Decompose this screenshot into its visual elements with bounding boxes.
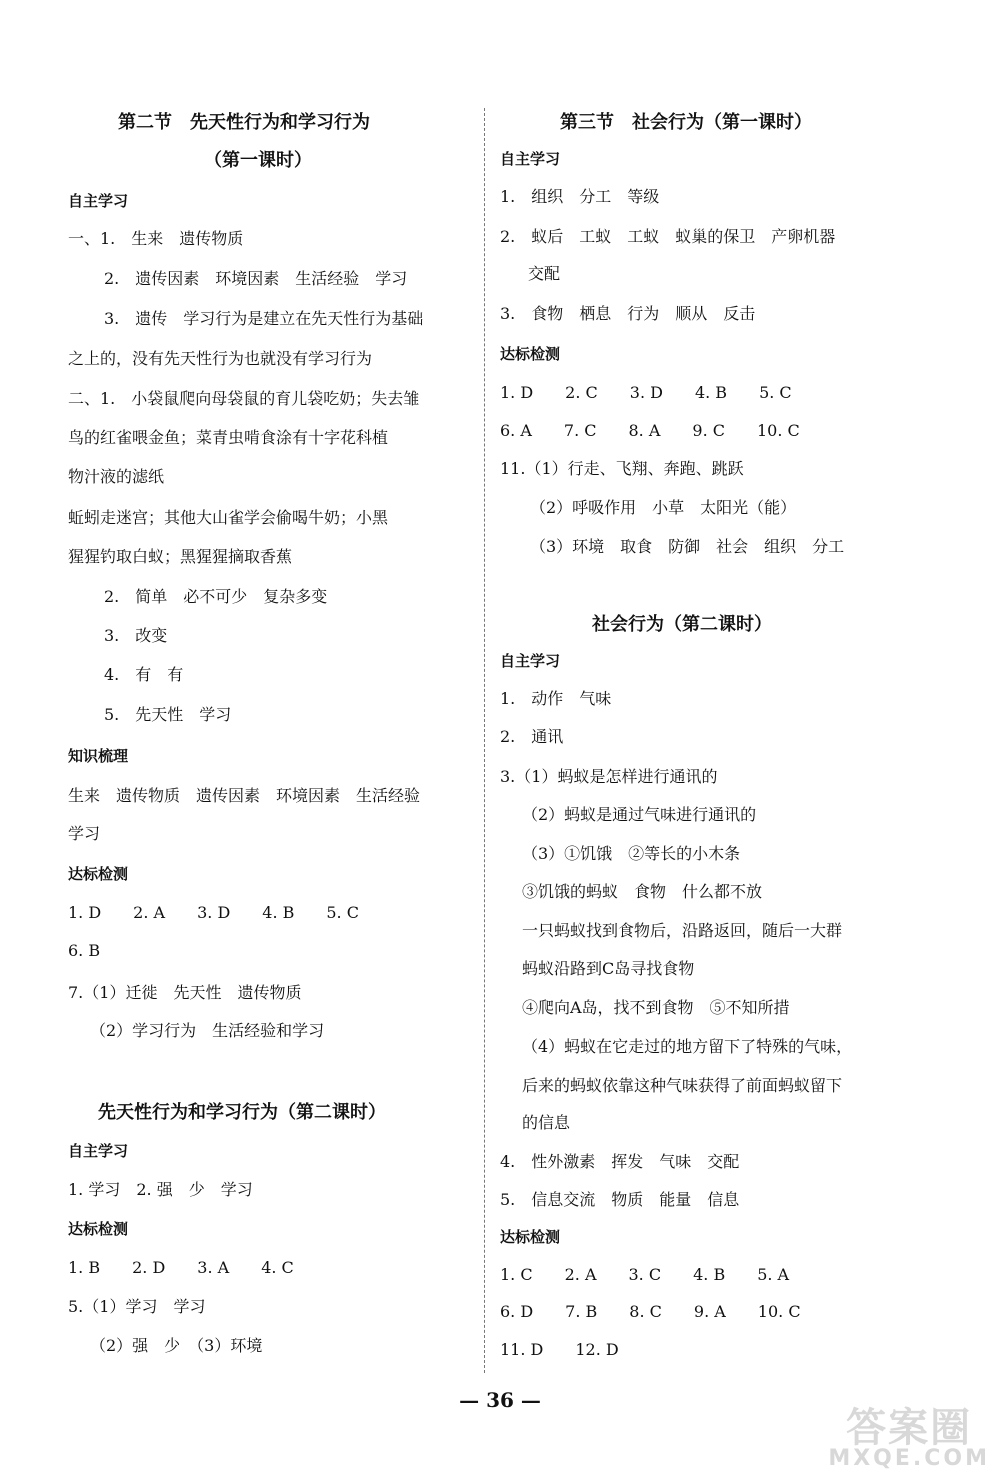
watermark-logo [828, 1405, 990, 1471]
answer-line: 4. 有 有 [104, 665, 184, 684]
answer-line: 二、1. 小袋鼠爬向母袋鼠的育儿袋吃奶；失去雏 [68, 389, 420, 408]
answer-line: （4）蚂蚁在它走过的地方留下了特殊的气味， [522, 1037, 853, 1056]
answer-line: 1. 学习 2. 强 少 学习 [68, 1180, 253, 1199]
subsection-heading: 自主学习 [500, 652, 561, 670]
answer-line: 6. A 7. C 8. A 9. C 10. C [500, 421, 800, 440]
answer-line: 交配 [528, 264, 561, 283]
answer-line: 1. D 2. C 3. D 4. B 5. C [500, 383, 792, 402]
subsection-heading: 自主学习 [500, 150, 561, 168]
answer-line: 4. 性外激素 挥发 气味 交配 [500, 1152, 740, 1171]
answer-line: ④爬向A岛，找不到食物 ⑤不知所措 [522, 998, 790, 1017]
answer-line: 后来的蚂蚁依靠这种气味获得了前面蚂蚁留下 [522, 1076, 843, 1095]
answer-line: 2. 通讯 [500, 727, 564, 746]
answer-line: 1. B 2. D 3. A 4. C [68, 1258, 294, 1277]
answer-line: 鸟的红雀喂金鱼；菜青虫啃食涂有十字花科植 [68, 428, 389, 447]
answer-line: 11.（1）行走、飞翔、奔跑、跳跃 [500, 459, 744, 478]
answer-line: 物汁液的滤纸 [68, 467, 165, 486]
answer-line: 1. 组织 分工 等级 [500, 187, 660, 206]
subsection-heading: 达标检测 [500, 345, 561, 363]
answer-line: 生来 遗传物质 遗传因素 环境因素 生活经验 [68, 786, 421, 805]
answer-line: （2）呼吸作用 小草 太阳光（能） [530, 498, 797, 517]
answer-line: 2. 简单 必不可少 复杂多变 [104, 587, 328, 606]
answer-line: 1. 动作 气味 [500, 689, 612, 708]
page-number: — 36 — [459, 1388, 541, 1412]
section-title: 社会行为（第二课时） [592, 614, 772, 635]
answer-line: 蚂蚁沿路到C岛寻找食物 [522, 959, 695, 978]
answer-line: 2. 遗传因素 环境因素 生活经验 学习 [104, 269, 408, 288]
answer-line: 猩猩钓取白蚁；黑猩猩摘取香蕉 [68, 547, 293, 566]
answer-line: （2）强 少 （3）环境 [90, 1336, 263, 1355]
answer-line: （2）学习行为 生活经验和学习 [90, 1021, 325, 1040]
answer-line: ③饥饿的蚂蚁 食物 什么都不放 [522, 882, 763, 901]
answer-line: （2）蚂蚁是通过气味进行通讯的 [522, 805, 757, 824]
answer-line: 之上的，没有先天性行为也就没有学习行为 [68, 349, 373, 368]
answer-line: 3. 食物 栖息 行为 顺从 反击 [500, 304, 756, 323]
watermark-cn: 答案圈 [846, 1405, 973, 1451]
subsection-heading: 达标检测 [68, 865, 129, 883]
section-title: （第一课时） [204, 150, 312, 171]
answer-line: 2. 蚁后 工蚁 工蚁 蚁巢的保卫 产卵机器 [500, 227, 836, 246]
answer-line: 3. 遗传 学习行为是建立在先天性行为基础 [104, 309, 424, 328]
answer-line: 学习 [68, 824, 101, 843]
column-divider [484, 108, 485, 1373]
answer-line: 5. 信息交流 物质 能量 信息 [500, 1190, 740, 1209]
answer-line: 3. 改变 [104, 626, 168, 645]
answer-line: 1. D 2. A 3. D 4. B 5. C [68, 903, 359, 922]
subsection-heading: 自主学习 [68, 192, 129, 210]
subsection-heading: 知识梳理 [68, 747, 129, 765]
answer-line: 一、1. 生来 遗传物质 [68, 229, 244, 248]
section-title: 先天性行为和学习行为（第二课时） [98, 1102, 386, 1123]
section-title: 第三节 社会行为（第一课时） [560, 112, 812, 133]
answer-line: 5. 先天性 学习 [104, 705, 232, 724]
answer-line: 5.（1）学习 学习 [68, 1297, 206, 1316]
answer-line: 11. D 12. D [500, 1340, 619, 1359]
subsection-heading: 达标检测 [68, 1220, 129, 1238]
answer-line: 的信息 [522, 1113, 571, 1132]
answer-line: （3）①饥饿 ②等长的小木条 [522, 844, 741, 863]
watermark-en: MXQE.COM [828, 1446, 990, 1471]
answer-line: 3.（1）蚂蚁是怎样进行通讯的 [500, 767, 718, 786]
answer-line: 7.（1）迁徙 先天性 遗传物质 [68, 983, 302, 1002]
section-title: 第二节 先天性行为和学习行为 [118, 112, 370, 133]
answer-line: 一只蚂蚁找到食物后，沿路返回，随后一大群 [522, 921, 843, 940]
answer-line: （3）环境 取食 防御 社会 组织 分工 [530, 537, 845, 556]
subsection-heading: 达标检测 [500, 1228, 561, 1246]
subsection-heading: 自主学习 [68, 1142, 129, 1160]
answer-line: 1. C 2. A 3. C 4. B 5. A [500, 1265, 790, 1284]
answer-line: 蚯蚓走迷宫；其他大山雀学会偷喝牛奶；小黑 [68, 508, 389, 527]
answer-line: 6. D 7. B 8. C 9. A 10. C [500, 1302, 801, 1321]
answer-line: 6. B [68, 941, 101, 960]
